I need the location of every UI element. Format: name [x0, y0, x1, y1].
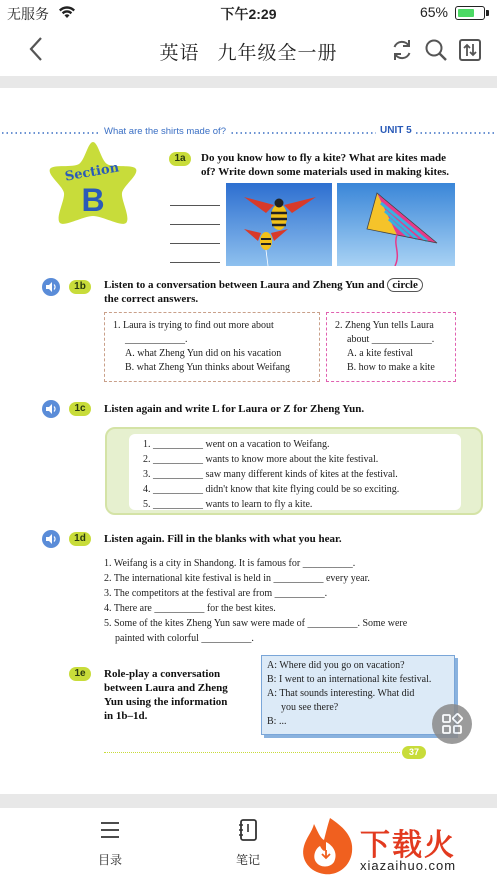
- fill-item[interactable]: 4. There are __________ for the best kites.: [104, 603, 276, 614]
- instruction-text: Listen to a conversation between Laura and Zheng Yun and: [104, 279, 385, 291]
- circle-word: circle: [387, 278, 422, 292]
- answer-line: [170, 205, 220, 206]
- speaker-icon[interactable]: [42, 400, 60, 418]
- tab-table-of-contents[interactable]: [80, 818, 140, 868]
- nav-bar: [0, 26, 497, 76]
- top-divider: [0, 76, 497, 88]
- dialog-line: A: Where did you go on vacation?: [267, 660, 405, 671]
- fill-item[interactable]: 5. __________ wants to learn to fly a kite.: [143, 499, 313, 510]
- dialog-box: [261, 655, 455, 735]
- speaker-icon[interactable]: [42, 278, 60, 296]
- dialog-line: you see there?: [281, 702, 339, 713]
- header-title: What are the shirts made of?: [101, 126, 229, 137]
- exercise-badge-1e: 1e: [69, 667, 91, 681]
- dialog-line: B: ...: [267, 716, 287, 727]
- question-box-2: [326, 312, 456, 382]
- bee-kite-photo: [226, 183, 332, 266]
- floating-grid-button[interactable]: [432, 704, 472, 744]
- exercise-1a-instruction: Do you know how to fly a kite? What are kites made of? Write down some materials used in making kites.: [201, 152, 450, 178]
- section-word: Section: [63, 160, 121, 185]
- exercise-1c-box: [105, 427, 483, 515]
- battery-icon: [455, 6, 485, 20]
- question-stem: 1. Laura is trying to find out more about: [113, 320, 274, 331]
- section-letter: B: [81, 182, 105, 218]
- exercise-1e-instruction: [104, 667, 254, 723]
- option-b[interactable]: B. how to make a kite: [347, 362, 435, 373]
- answer-line: [170, 224, 220, 225]
- refresh-icon[interactable]: [389, 37, 415, 63]
- page-footer-rule: [104, 752, 400, 753]
- exercise-badge-1d: 1d: [69, 532, 91, 546]
- header-dotted-rule: [0, 128, 497, 138]
- exercise-1b-instruction: [104, 278, 464, 306]
- fill-item[interactable]: 1. Weifang is a city in Shandong. It is famous for __________.: [104, 558, 356, 569]
- fill-item[interactable]: 2. The international kite festival is held in __________ every year.: [104, 573, 370, 584]
- list-icon: [98, 818, 122, 842]
- watermark-url: xiazaihuo.com: [360, 858, 457, 873]
- answer-line: [170, 243, 220, 244]
- option-b[interactable]: B. what Zheng Yun thinks about Weifang: [125, 362, 291, 373]
- answer-line: [170, 262, 220, 263]
- clock: 下午2:29: [220, 6, 277, 22]
- instruction-text: the correct answers.: [104, 293, 199, 305]
- unit-label: UNIT 5: [376, 125, 416, 136]
- delta-kite-photo: [337, 183, 455, 266]
- instruction-line: in 1b–1d.: [104, 710, 148, 722]
- question-blank: about ____________.: [347, 334, 435, 345]
- notebook-icon: [236, 818, 260, 842]
- search-icon[interactable]: [423, 37, 449, 63]
- question-blank: ____________.: [125, 334, 188, 345]
- exercise-1d-instruction: Listen again. Fill in the blanks with what you hear.: [104, 533, 342, 545]
- title-subject: 英语: [159, 43, 200, 64]
- page-sort-icon[interactable]: [457, 37, 483, 63]
- fill-item[interactable]: 3. __________ saw many different kinds of kites at the festival.: [143, 469, 398, 480]
- instruction-line: between Laura and Zheng: [104, 682, 228, 694]
- status-bar: [0, 0, 497, 26]
- fill-item[interactable]: 1. __________ went on a vacation to Weifang.: [143, 439, 330, 450]
- fill-item[interactable]: 3. The competitors at the festival are from __________.: [104, 588, 328, 599]
- title-book: 九年级全一册: [217, 43, 338, 64]
- question-stem: 2. Zheng Yun tells Laura: [335, 320, 434, 331]
- exercise-badge-1a: 1a: [169, 152, 191, 166]
- bottom-divider: [0, 794, 497, 808]
- exercise-badge-1c: 1c: [69, 402, 91, 416]
- dialog-line: B: I went to an international kite festival.: [267, 674, 432, 685]
- option-a[interactable]: A. what Zheng Yun did on his vacation: [125, 348, 282, 359]
- instruction-line: Yun using the information: [104, 696, 228, 708]
- watermark-text: 下载火: [360, 829, 456, 862]
- grid-icon: [432, 704, 472, 744]
- fill-item[interactable]: 2. __________ wants to know more about the kite festival.: [143, 454, 379, 465]
- tab-label: 笔记: [235, 853, 260, 867]
- question-box-1: [104, 312, 320, 382]
- option-a[interactable]: A. a kite festival: [347, 348, 414, 359]
- fill-item[interactable]: 4. __________ didn't know that kite flying could be so exciting.: [143, 484, 400, 495]
- tab-label: 目录: [97, 853, 122, 867]
- fill-item[interactable]: painted with colorful __________.: [115, 633, 254, 644]
- fill-item[interactable]: 5. Some of the kites Zheng Yun saw were made of __________. Some were: [104, 618, 408, 629]
- page-number: 37: [402, 746, 426, 759]
- exercise-1d-list: [104, 556, 407, 646]
- dialog-line: A: That sounds interesting. What did: [267, 688, 415, 699]
- instruction-line: Role-play a conversation: [104, 668, 221, 680]
- speaker-icon[interactable]: [42, 530, 60, 548]
- carrier-label: 无服务: [7, 6, 49, 22]
- exercise-badge-1b: 1b: [69, 280, 91, 294]
- battery-percent: 65%: [419, 4, 448, 20]
- exercise-1c-instruction: Listen again and write L for Laura or Z for Zheng Yun.: [104, 403, 365, 415]
- tab-notes[interactable]: [218, 818, 278, 868]
